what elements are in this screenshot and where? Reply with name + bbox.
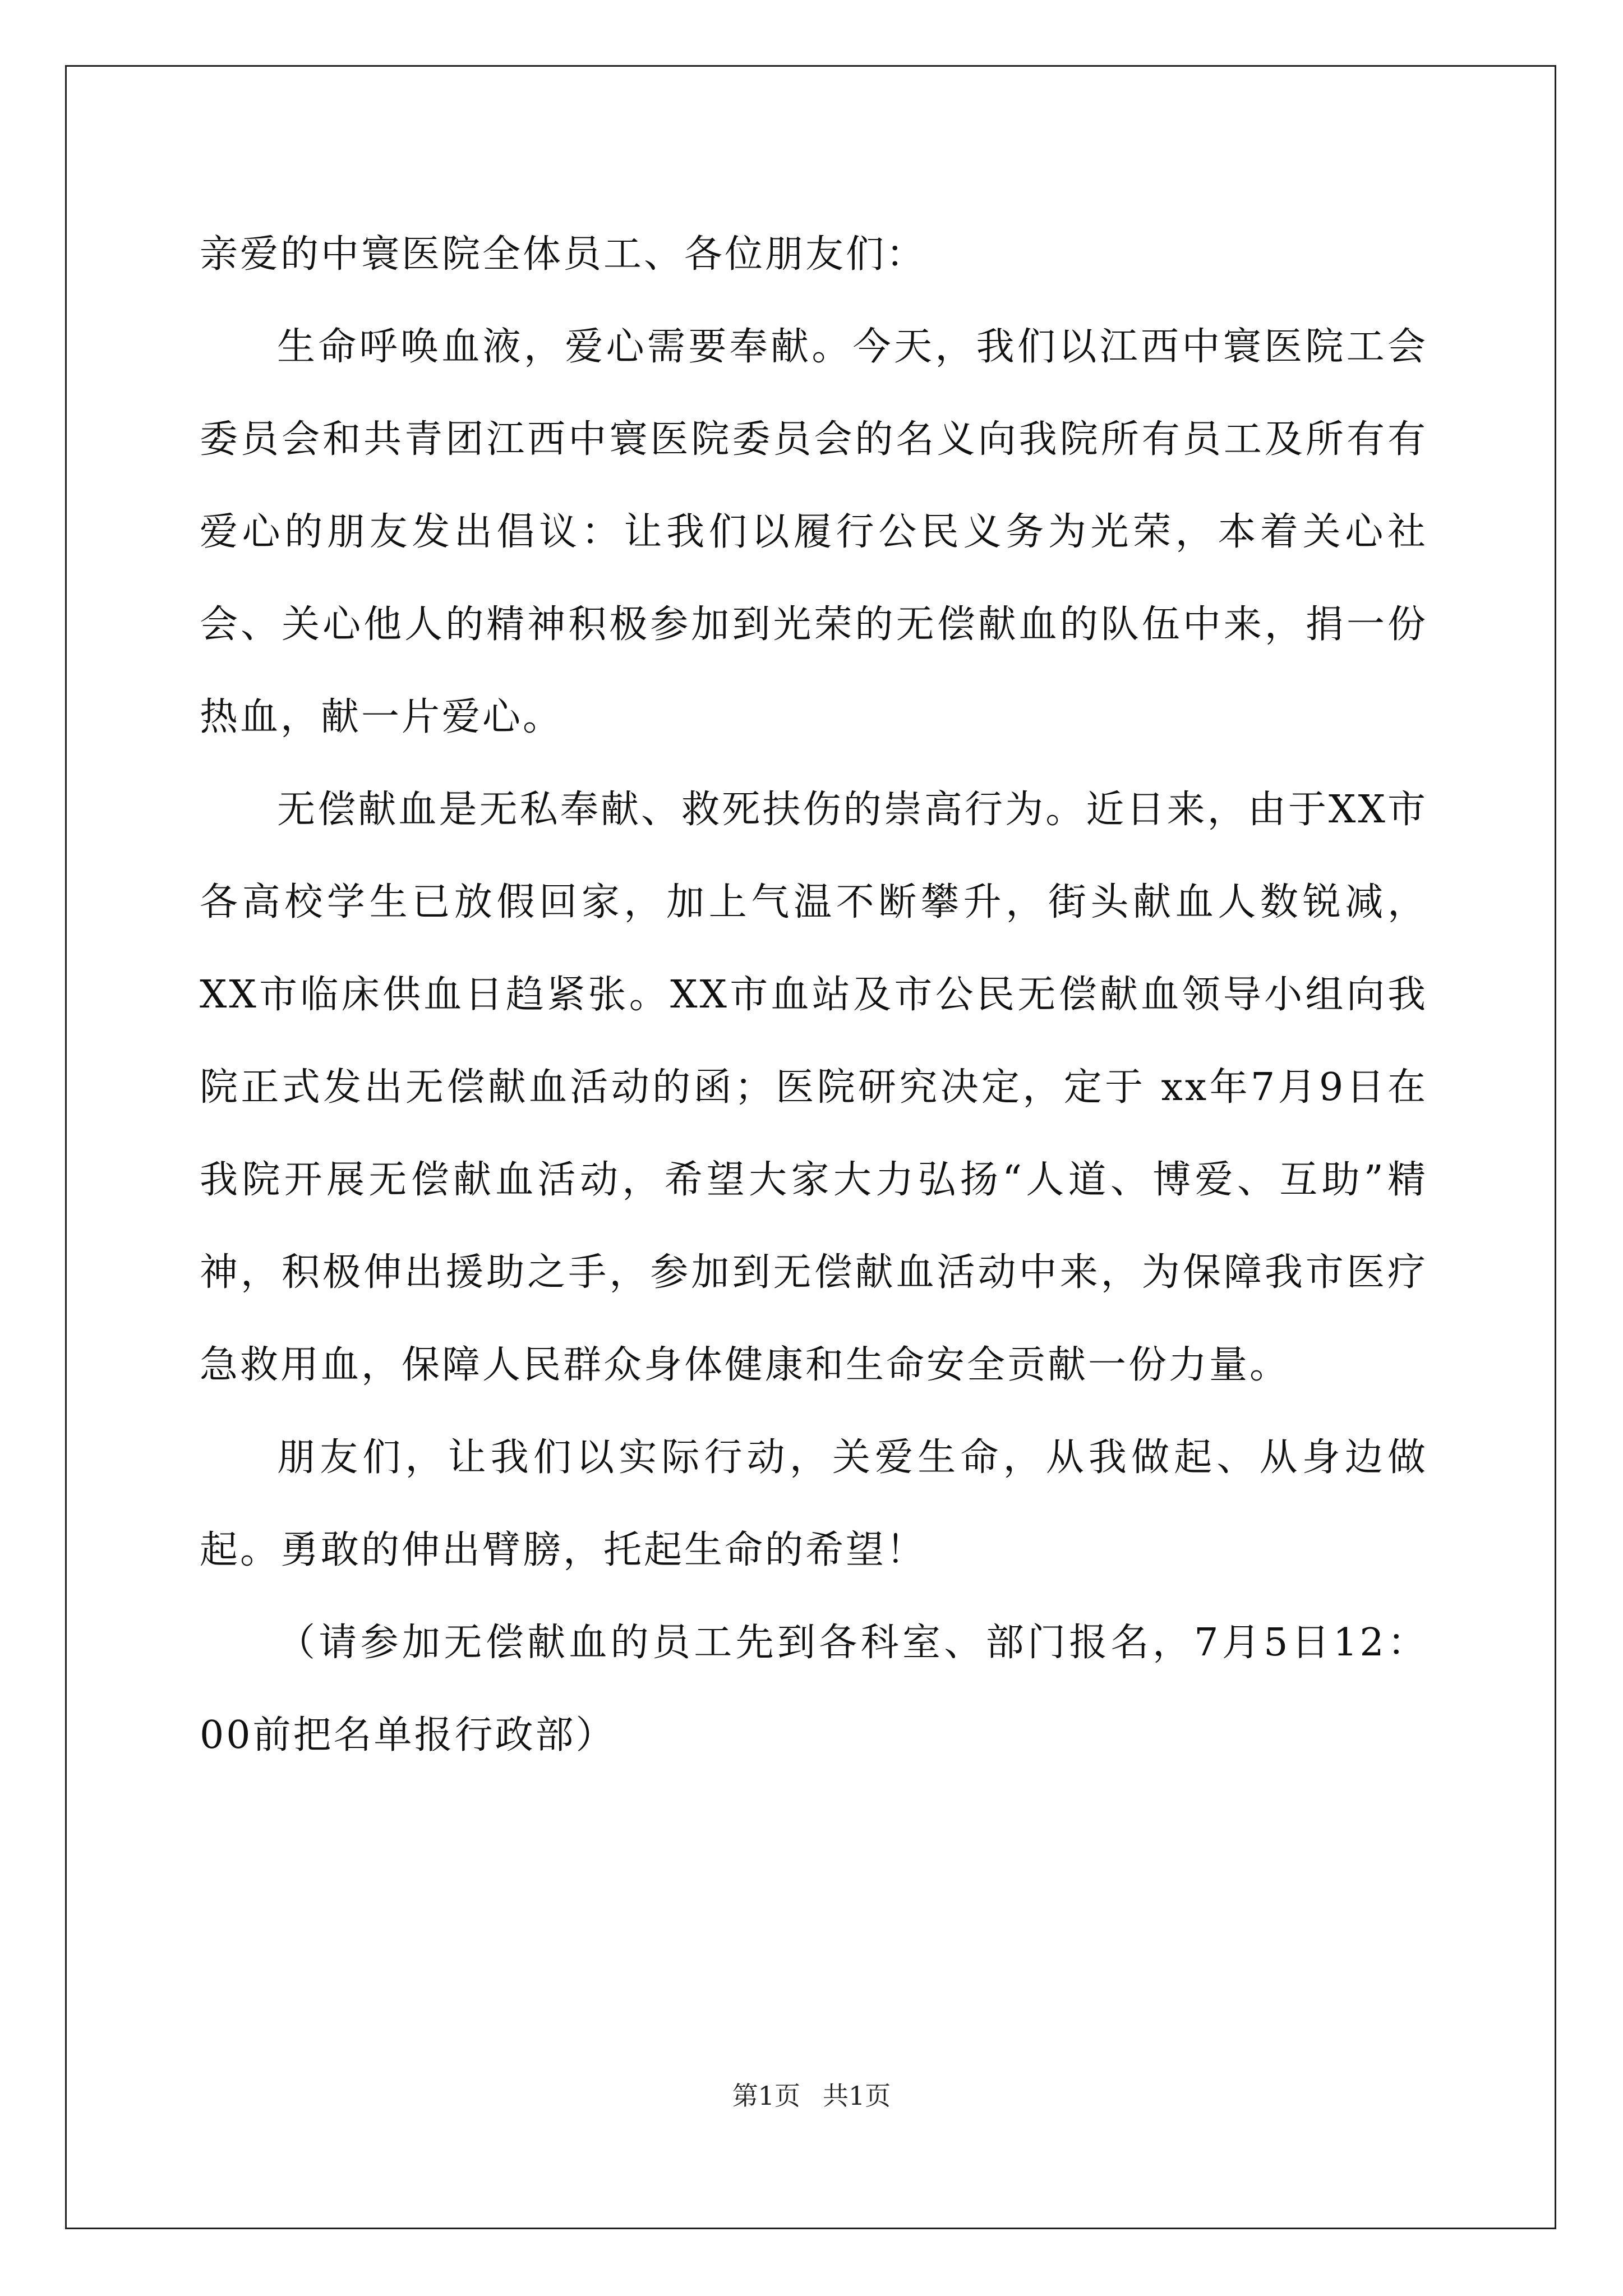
salutation: 亲爱的中寰医院全体员工、各位朋友们：: [200, 232, 927, 277]
page-total: 共1页: [823, 2081, 891, 2111]
page-number: 第1页: [732, 2081, 800, 2111]
paragraph-appeal: 生命呼唤血液，爱心需要奉献。今天，我们以江西中寰医院工会委员会和共青团江西中寰医院委员会的名义向我院所有员工及所有有爱心的朋友发出倡议：让我们以履行公民义务为光荣，本着关心社会、关心他人的精神积极参加到光荣的无偿献血的队伍中来，捐一份热血，献一片爱心。: [200, 325, 1428, 739]
document-body: [200, 208, 1428, 1782]
paragraph-details: 无偿献血是无私奉献、救死扶伤的崇高行为。近日来，由于XX市各高校学生已放假回家，加上气温不断攀升，街头献血人数锐减，XX市临床供血日趋紧张。XX市血站及市公民无偿献血领导小组向我院正式发出无偿献血活动的函；医院研究决定，定于 xx年7月9日在我院开展无偿献血活动，希望大家大力弘扬“人道、博爱、互助”精神，积极伸出援助之手，参加到无偿献血活动中来，为保障我市医疗急救用血，保障人民群众身体健康和生命安全贡献一份力量。: [200, 788, 1428, 1387]
paragraph-registration-note: （请参加无偿献血的员工先到各科室、部门报名，7月5日12：00前把名单报行政部）: [200, 1621, 1428, 1757]
page-footer: [0, 2076, 1623, 2113]
paragraph-call-to-action: 朋友们，让我们以实际行动，关爱生命，从我做起、从身边做起。勇敢的伸出臂膀，托起生命的希望！: [200, 1435, 1428, 1572]
